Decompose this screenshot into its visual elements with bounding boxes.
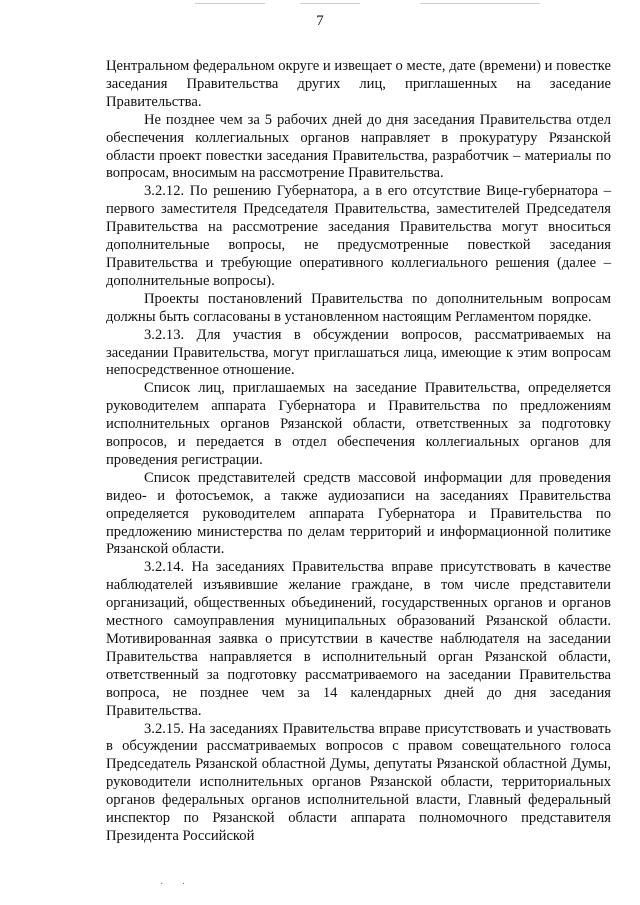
document-body <box>106 58 611 846</box>
paragraph: Проекты постановлений Правительства по дополнительным вопросам должны быть согласованы в установленном настоящим Регламентом порядке. <box>106 290 611 325</box>
paragraph: Список лиц, приглашаемых на заседание Правительства, определяется руководителем аппарата Губернатора и Правительства по предложениям исполнительных органов Рязанской области, ответственных за подготовку вопросов, и передается в отдел обеспечения коллегиальных органов для проведения регистрации. <box>106 380 611 468</box>
paragraph: Центральном федеральном округе и извещает о месте, дате (времени) и повестке заседания Правительства других лиц, приглашенных на заседание Правительства. <box>106 58 611 110</box>
page-number: 7 <box>316 13 324 29</box>
paragraph: Не позднее чем за 5 рабочих дней до дня заседания Правительства отдел обеспечения коллегиальных органов направляет в прокуратуру Рязанской области проект повестки заседания Правительства, разработчик – материалы по вопросам, вносимым на рассмотрение Правительства. <box>106 111 611 182</box>
paragraph-section-3-2-15: 3.2.15. На заседаниях Правительства вправе присутствовать и участвовать в обсуждении рассматриваемых вопросов с правом совещательного голоса Председатель Рязанской областной Думы, депутаты Рязанской областной Думы, руководители исполнительных органов Рязанской области, территориальных органов федеральных органов исполнительной власти, Главный федеральный инспектор по Рязанской области аппарата полномочного представителя Президента Российской <box>106 720 611 844</box>
paragraph-section-3-2-14: 3.2.14. На заседаниях Правительства вправе присутствовать в качестве наблюдателей изъявившие желание граждане, в том числе представители организаций, общественных объединений, государственных органов и органов местного самоуправления муниципальных образований Рязанской области. Мотивированная заявка о присутствии в качестве наблюдателя на заседании Правительства направляется в исполнительный орган Рязанской области, ответственный за подготовку рассматриваемого на заседании Правительства вопроса, не позднее чем за 14 календарных дней до дня заседания Правительства. <box>106 559 611 719</box>
scan-artifact-line <box>300 3 360 4</box>
paragraph: Список представителей средств массовой информации для проведения видео- и фотосъемок, а также аудиозаписи на заседаниях Правительства определяется руководителем аппарата Губернатора и Правительства по предложению министерства по делам территорий и информационной политике Рязанской области. <box>106 469 611 558</box>
scan-artifact-dots: · · <box>160 879 194 890</box>
scan-artifact-line <box>420 3 540 4</box>
scan-artifact-line <box>195 3 265 4</box>
paragraph-section-3-2-13: 3.2.13. Для участия в обсуждении вопросов, рассматриваемых на заседании Правительства, могут приглашаться лица, имеющие к этим вопросам непосредственное отношение. <box>106 326 611 379</box>
paragraph-section-3-2-12: 3.2.12. По решению Губернатора, а в его отсутствие Вице-губернатора – первого заместителя Председателя Правительства, заместителей Председателя Правительства на рассмотрение заседания Правительства могут вноситься дополнительные вопросы, не предусмотренные повесткой заседания Правительства и требующие оперативного коллегиального решения (далее – дополнительные вопросы). <box>106 183 611 289</box>
